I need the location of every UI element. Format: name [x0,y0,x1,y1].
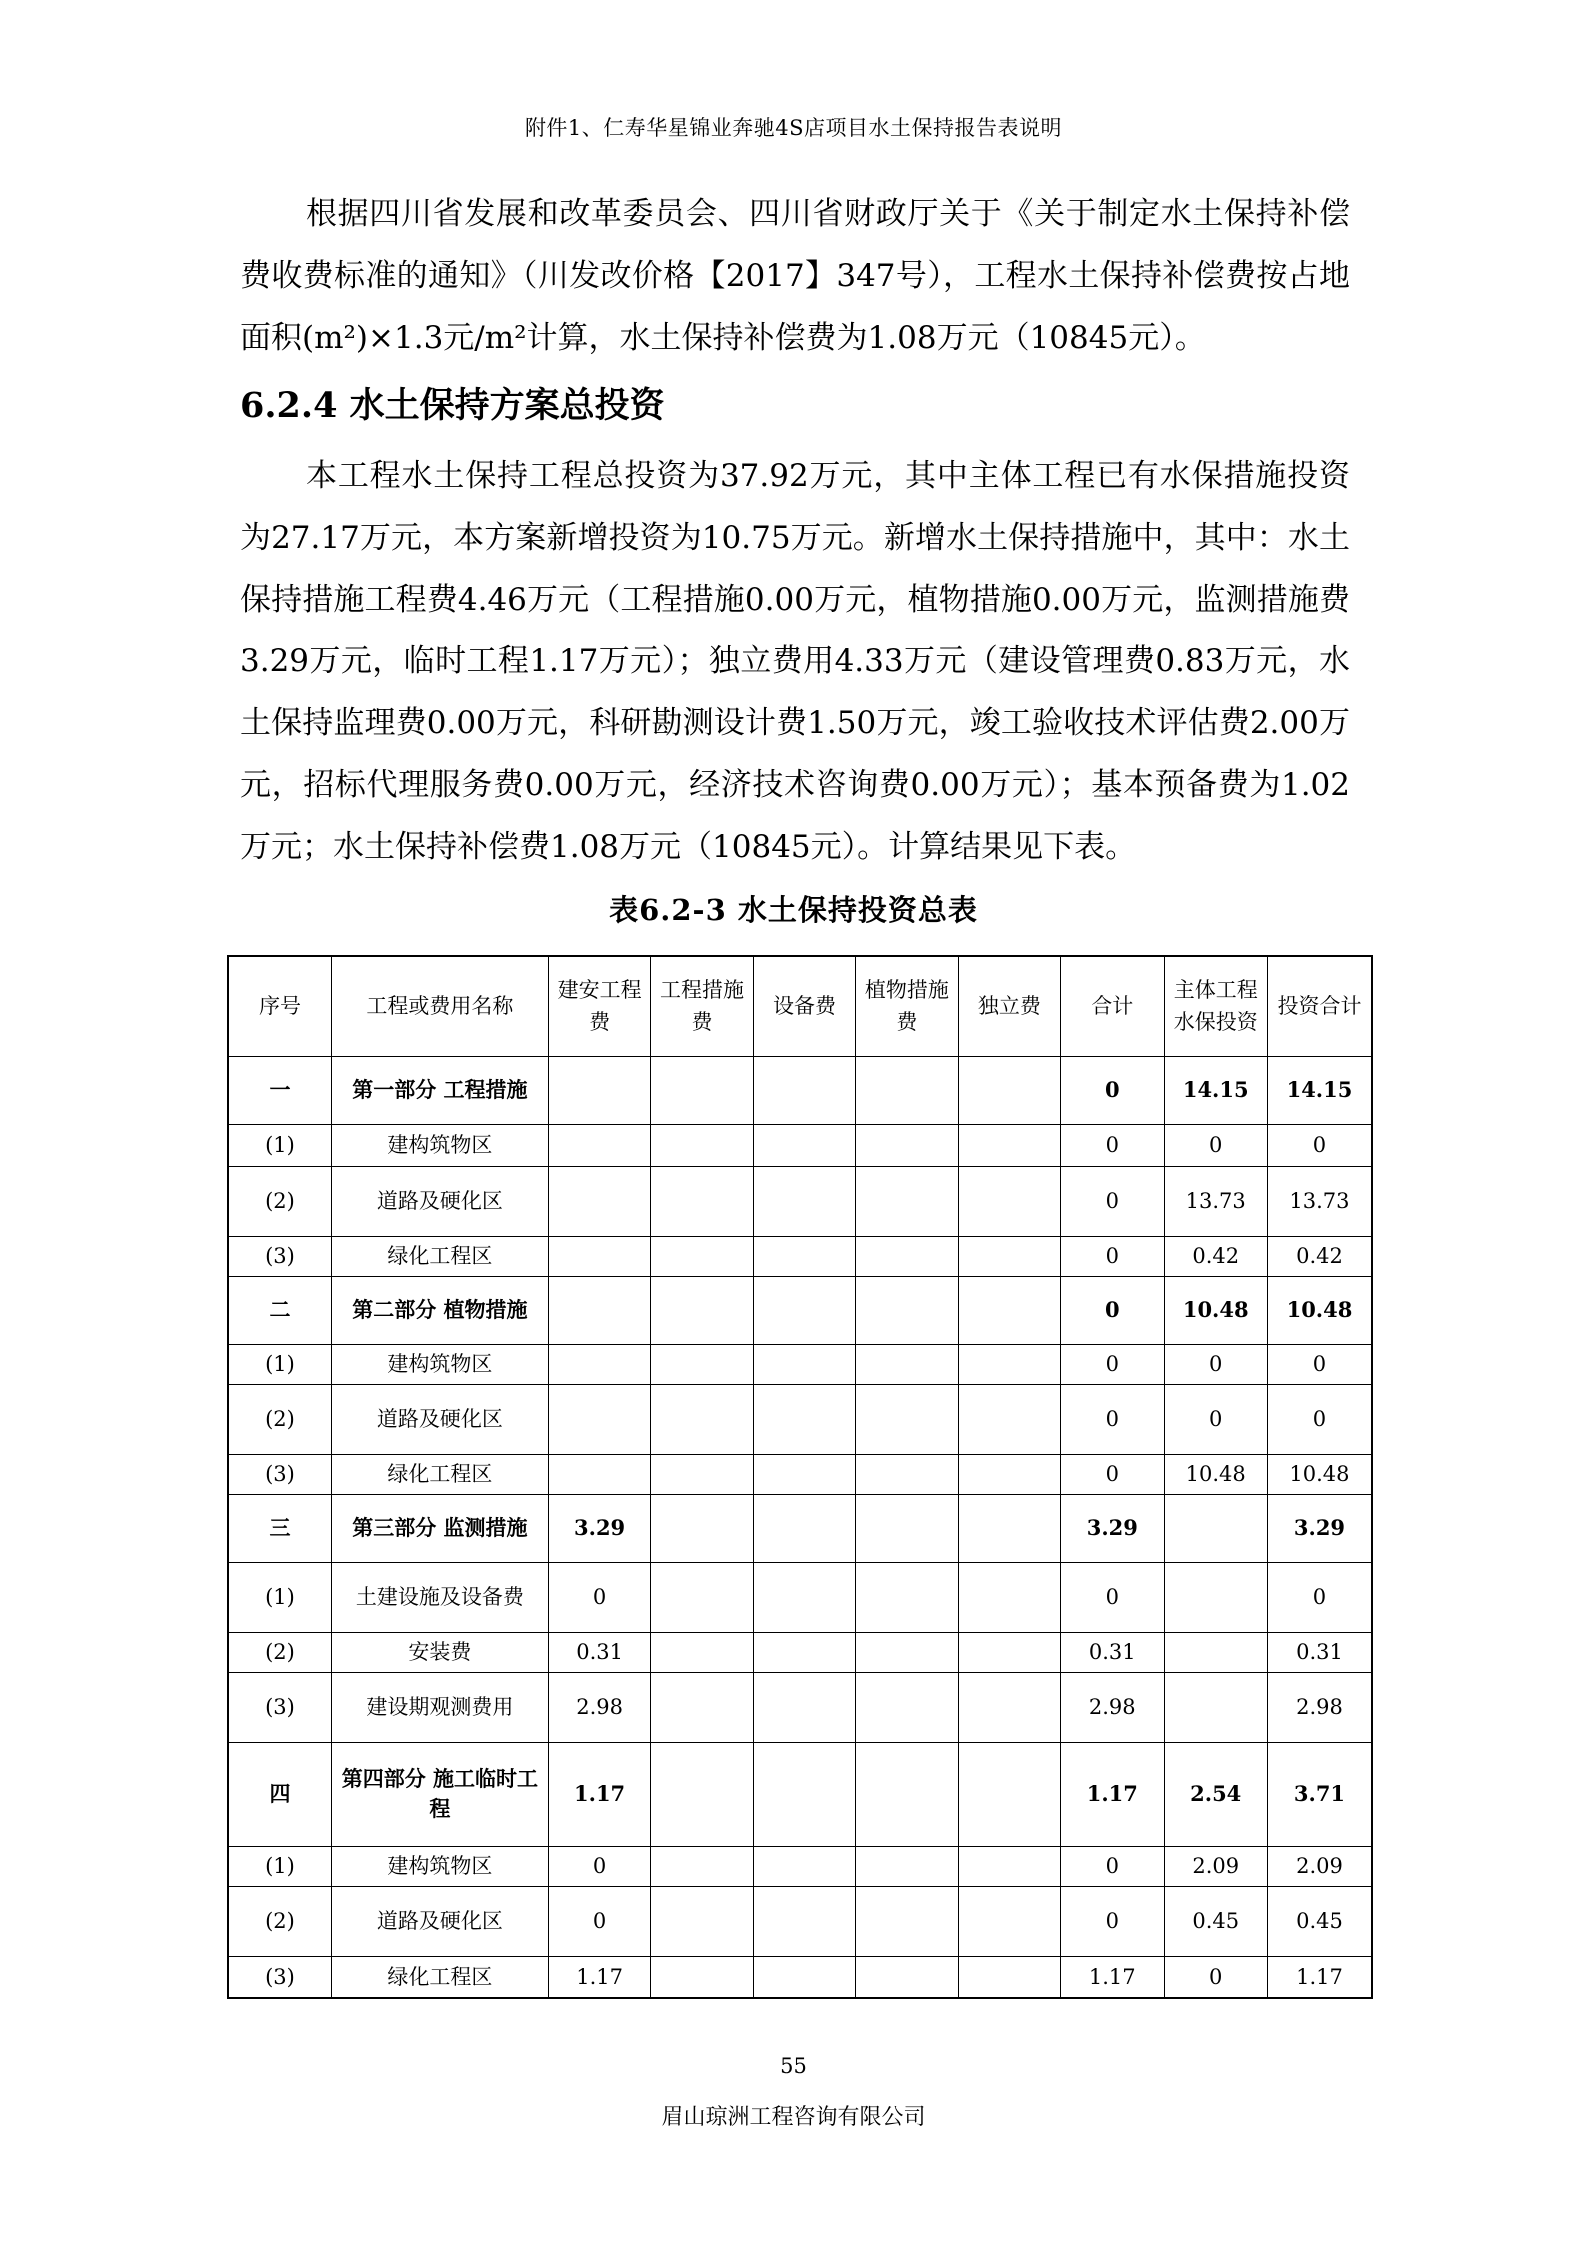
cell-main-investment: 0 [1164,1124,1267,1166]
cell-no: 四 [228,1742,331,1846]
cell-name: 道路及硬化区 [331,1384,548,1454]
cell-independent-fee [958,1344,1060,1384]
cell-independent-fee [958,1166,1060,1236]
cell-independent-fee [958,1672,1060,1742]
cell-total: 0 [1061,1562,1164,1632]
cell-main-investment: 13.73 [1164,1166,1267,1236]
cell-main-investment: 10.48 [1164,1276,1267,1344]
cell-plant-fee [856,1056,958,1124]
cell-main-investment: 10.48 [1164,1454,1267,1494]
cell-no: (1) [228,1344,331,1384]
cell-construction-fee [548,1166,650,1236]
cell-investment-sum: 14.15 [1267,1056,1372,1124]
cell-plant-fee [856,1672,958,1742]
company-name: 眉山琼洲工程咨询有限公司 [661,2105,926,2130]
table-row [228,1236,1372,1276]
cell-independent-fee [958,1454,1060,1494]
cell-equipment-fee [753,1494,855,1562]
cell-investment-sum: 0 [1267,1562,1372,1632]
paragraph-compensation-fee: 根据四川省发展和改革委员会、四川省财政厅关于《关于制定水土保持补偿费收费标准的通知》（川发改价格【2017】347号），工程水土保持补偿费按占地面积(m²)×1.3元/m²计算，水土保持补偿费为1.08万元（10845元）。 [240,196,1350,356]
cell-equipment-fee [753,1632,855,1672]
cell-independent-fee [958,1562,1060,1632]
cell-total: 0.31 [1061,1632,1164,1672]
cell-total: 0 [1061,1056,1164,1124]
cell-name: 建构筑物区 [331,1344,548,1384]
table-row [228,1056,1372,1124]
cell-investment-sum: 13.73 [1267,1166,1372,1236]
cell-no: (2) [228,1384,331,1454]
cell-no: (2) [228,1166,331,1236]
cell-name: 第三部分 监测措施 [331,1494,548,1562]
investment-table [227,955,1373,1999]
cell-name: 绿化工程区 [331,1236,548,1276]
cell-independent-fee [958,1276,1060,1344]
cell-equipment-fee [753,1276,855,1344]
cell-name: 安装费 [331,1632,548,1672]
header-construction-fee: 建安工程费 [548,956,650,1056]
cell-construction-fee: 0 [548,1562,650,1632]
cell-main-investment [1164,1562,1267,1632]
table-header-row [228,956,1372,1056]
table-row [228,1846,1372,1886]
cell-engineering-fee [651,1236,753,1276]
cell-plant-fee [856,1124,958,1166]
cell-total: 0 [1061,1344,1164,1384]
cell-main-investment: 0.42 [1164,1236,1267,1276]
cell-construction-fee: 1.17 [548,1956,650,1998]
table-row [228,1124,1372,1166]
cell-no: 三 [228,1494,331,1562]
cell-equipment-fee [753,1344,855,1384]
cell-plant-fee [856,1956,958,1998]
header-name: 工程或费用名称 [331,956,548,1056]
cell-equipment-fee [753,1454,855,1494]
cell-independent-fee [958,1632,1060,1672]
cell-main-investment: 14.15 [1164,1056,1267,1124]
cell-engineering-fee [651,1742,753,1846]
cell-investment-sum: 3.71 [1267,1742,1372,1846]
cell-total: 0 [1061,1454,1164,1494]
header-no: 序号 [228,956,331,1056]
cell-equipment-fee [753,1742,855,1846]
cell-plant-fee [856,1562,958,1632]
cell-engineering-fee [651,1562,753,1632]
table-row [228,1632,1372,1672]
cell-total: 0 [1061,1124,1164,1166]
cell-equipment-fee [753,1672,855,1742]
cell-independent-fee [958,1956,1060,1998]
cell-independent-fee [958,1236,1060,1276]
header-engineering-measure-fee: 工程措施费 [651,956,753,1056]
cell-equipment-fee [753,1846,855,1886]
header-investment-sum: 投资合计 [1267,956,1372,1056]
cell-main-investment [1164,1672,1267,1742]
cell-construction-fee: 1.17 [548,1742,650,1846]
cell-name: 第四部分 施工临时工程 [331,1742,548,1846]
cell-construction-fee: 0 [548,1886,650,1956]
cell-name: 土建设施及设备费 [331,1562,548,1632]
cell-no: (2) [228,1632,331,1672]
cell-total: 0 [1061,1166,1164,1236]
cell-total: 0 [1061,1384,1164,1454]
cell-name: 建构筑物区 [331,1124,548,1166]
cell-investment-sum: 0 [1267,1124,1372,1166]
cell-plant-fee [856,1236,958,1276]
cell-name: 道路及硬化区 [331,1166,548,1236]
cell-investment-sum: 0.45 [1267,1886,1372,1956]
cell-engineering-fee [651,1632,753,1672]
cell-construction-fee [548,1454,650,1494]
cell-independent-fee [958,1742,1060,1846]
cell-plant-fee [856,1344,958,1384]
cell-equipment-fee [753,1562,855,1632]
cell-equipment-fee [753,1056,855,1124]
cell-name: 建设期观测费用 [331,1672,548,1742]
cell-engineering-fee [651,1956,753,1998]
cell-equipment-fee [753,1956,855,1998]
cell-plant-fee [856,1886,958,1956]
cell-independent-fee [958,1384,1060,1454]
cell-no: (3) [228,1236,331,1276]
cell-no: (3) [228,1672,331,1742]
cell-investment-sum: 2.98 [1267,1672,1372,1742]
cell-plant-fee [856,1494,958,1562]
cell-construction-fee [548,1384,650,1454]
table-row [228,1384,1372,1454]
table-row [228,1344,1372,1384]
table-row [228,1956,1372,1998]
cell-investment-sum: 0.31 [1267,1632,1372,1672]
cell-total: 3.29 [1061,1494,1164,1562]
cell-engineering-fee [651,1672,753,1742]
cell-construction-fee [548,1344,650,1384]
cell-engineering-fee [651,1494,753,1562]
cell-total: 0 [1061,1276,1164,1344]
cell-construction-fee: 0 [548,1846,650,1886]
cell-no: (1) [228,1846,331,1886]
cell-equipment-fee [753,1384,855,1454]
cell-independent-fee [958,1124,1060,1166]
cell-main-investment: 0 [1164,1956,1267,1998]
cell-independent-fee [958,1886,1060,1956]
cell-name: 道路及硬化区 [331,1886,548,1956]
table-row [228,1276,1372,1344]
cell-no: 一 [228,1056,331,1124]
cell-equipment-fee [753,1236,855,1276]
cell-plant-fee [856,1742,958,1846]
cell-no: (3) [228,1454,331,1494]
header-independent-fee: 独立费 [958,956,1060,1056]
cell-main-investment: 2.54 [1164,1742,1267,1846]
cell-no: (2) [228,1886,331,1956]
cell-engineering-fee [651,1056,753,1124]
cell-no: 二 [228,1276,331,1344]
cell-equipment-fee [753,1124,855,1166]
cell-investment-sum: 0 [1267,1384,1372,1454]
cell-total: 1.17 [1061,1742,1164,1846]
cell-construction-fee: 2.98 [548,1672,650,1742]
cell-plant-fee [856,1632,958,1672]
table-body [228,1056,1372,1998]
cell-no: (3) [228,1956,331,1998]
cell-independent-fee [958,1494,1060,1562]
cell-total: 0 [1061,1886,1164,1956]
cell-equipment-fee [753,1886,855,1956]
cell-no: (1) [228,1562,331,1632]
cell-investment-sum: 2.09 [1267,1846,1372,1886]
cell-name: 绿化工程区 [331,1454,548,1494]
table-row [228,1454,1372,1494]
document-header: 附件1、仁寿华星锦业奔驰4S店项目水土保持报告表说明 [524,116,1063,140]
page-number: 55 [780,2054,807,2078]
cell-construction-fee [548,1124,650,1166]
cell-main-investment: 0 [1164,1384,1267,1454]
cell-independent-fee [958,1056,1060,1124]
cell-construction-fee: 0.31 [548,1632,650,1672]
cell-total: 0 [1061,1846,1164,1886]
cell-investment-sum: 0.42 [1267,1236,1372,1276]
cell-engineering-fee [651,1384,753,1454]
cell-plant-fee [856,1384,958,1454]
cell-engineering-fee [651,1846,753,1886]
table-row [228,1742,1372,1846]
cell-name: 绿化工程区 [331,1956,548,1998]
cell-total: 1.17 [1061,1956,1164,1998]
cell-investment-sum: 10.48 [1267,1276,1372,1344]
cell-no: (1) [228,1124,331,1166]
cell-investment-sum: 3.29 [1267,1494,1372,1562]
cell-engineering-fee [651,1454,753,1494]
cell-engineering-fee [651,1166,753,1236]
cell-construction-fee [548,1056,650,1124]
cell-engineering-fee [651,1886,753,1956]
cell-main-investment: 0 [1164,1344,1267,1384]
cell-total: 0 [1061,1236,1164,1276]
table-row [228,1562,1372,1632]
cell-main-investment: 2.09 [1164,1846,1267,1886]
header-plant-measure-fee: 植物措施费 [856,956,958,1056]
cell-name: 第一部分 工程措施 [331,1056,548,1124]
cell-investment-sum: 0 [1267,1344,1372,1384]
header-total: 合计 [1061,956,1164,1056]
cell-investment-sum: 1.17 [1267,1956,1372,1998]
cell-equipment-fee [753,1166,855,1236]
table-row [228,1494,1372,1562]
cell-plant-fee [856,1454,958,1494]
header-equipment-fee: 设备费 [753,956,855,1056]
cell-plant-fee [856,1276,958,1344]
cell-engineering-fee [651,1344,753,1384]
cell-construction-fee [548,1276,650,1344]
cell-construction-fee [548,1236,650,1276]
cell-name: 建构筑物区 [331,1846,548,1886]
cell-main-investment [1164,1494,1267,1562]
cell-construction-fee: 3.29 [548,1494,650,1562]
cell-independent-fee [958,1846,1060,1886]
cell-plant-fee [856,1166,958,1236]
cell-engineering-fee [651,1124,753,1166]
table-row [228,1672,1372,1742]
table-caption: 表6.2-3 水土保持投资总表 [609,893,978,927]
cell-main-investment [1164,1632,1267,1672]
table-row [228,1886,1372,1956]
cell-plant-fee [856,1846,958,1886]
table-row [228,1166,1372,1236]
cell-engineering-fee [651,1276,753,1344]
cell-investment-sum: 10.48 [1267,1454,1372,1494]
cell-main-investment: 0.45 [1164,1886,1267,1956]
cell-name: 第二部分 植物措施 [331,1276,548,1344]
header-main-investment: 主体工程水保投资 [1164,956,1267,1056]
paragraph-total-investment: 本工程水土保持工程总投资为37.92万元，其中主体工程已有水保措施投资为27.17万元，本方案新增投资为10.75万元。新增水土保持措施中，其中：水土保持措施工程费4.46万元（工程措施0.00万元，植物措施0.00万元，监测措施费3.29万元，临时工程1.17万元）；独立费用4.33万元（建设管理费0.83万元，水土保持监理费0.00万元，科研勘测设计费1.50万元，竣工验收技术评估费2.00万元，招标代理服务费0.00万元，经济技术咨询费0.00万元）；基本预备费为1.02万元；水土保持补偿费1.08万元（10845元）。计算结果见下表。 [240,458,1350,865]
section-heading: 6.2.4 水土保持方案总投资 [240,385,665,426]
cell-total: 2.98 [1061,1672,1164,1742]
